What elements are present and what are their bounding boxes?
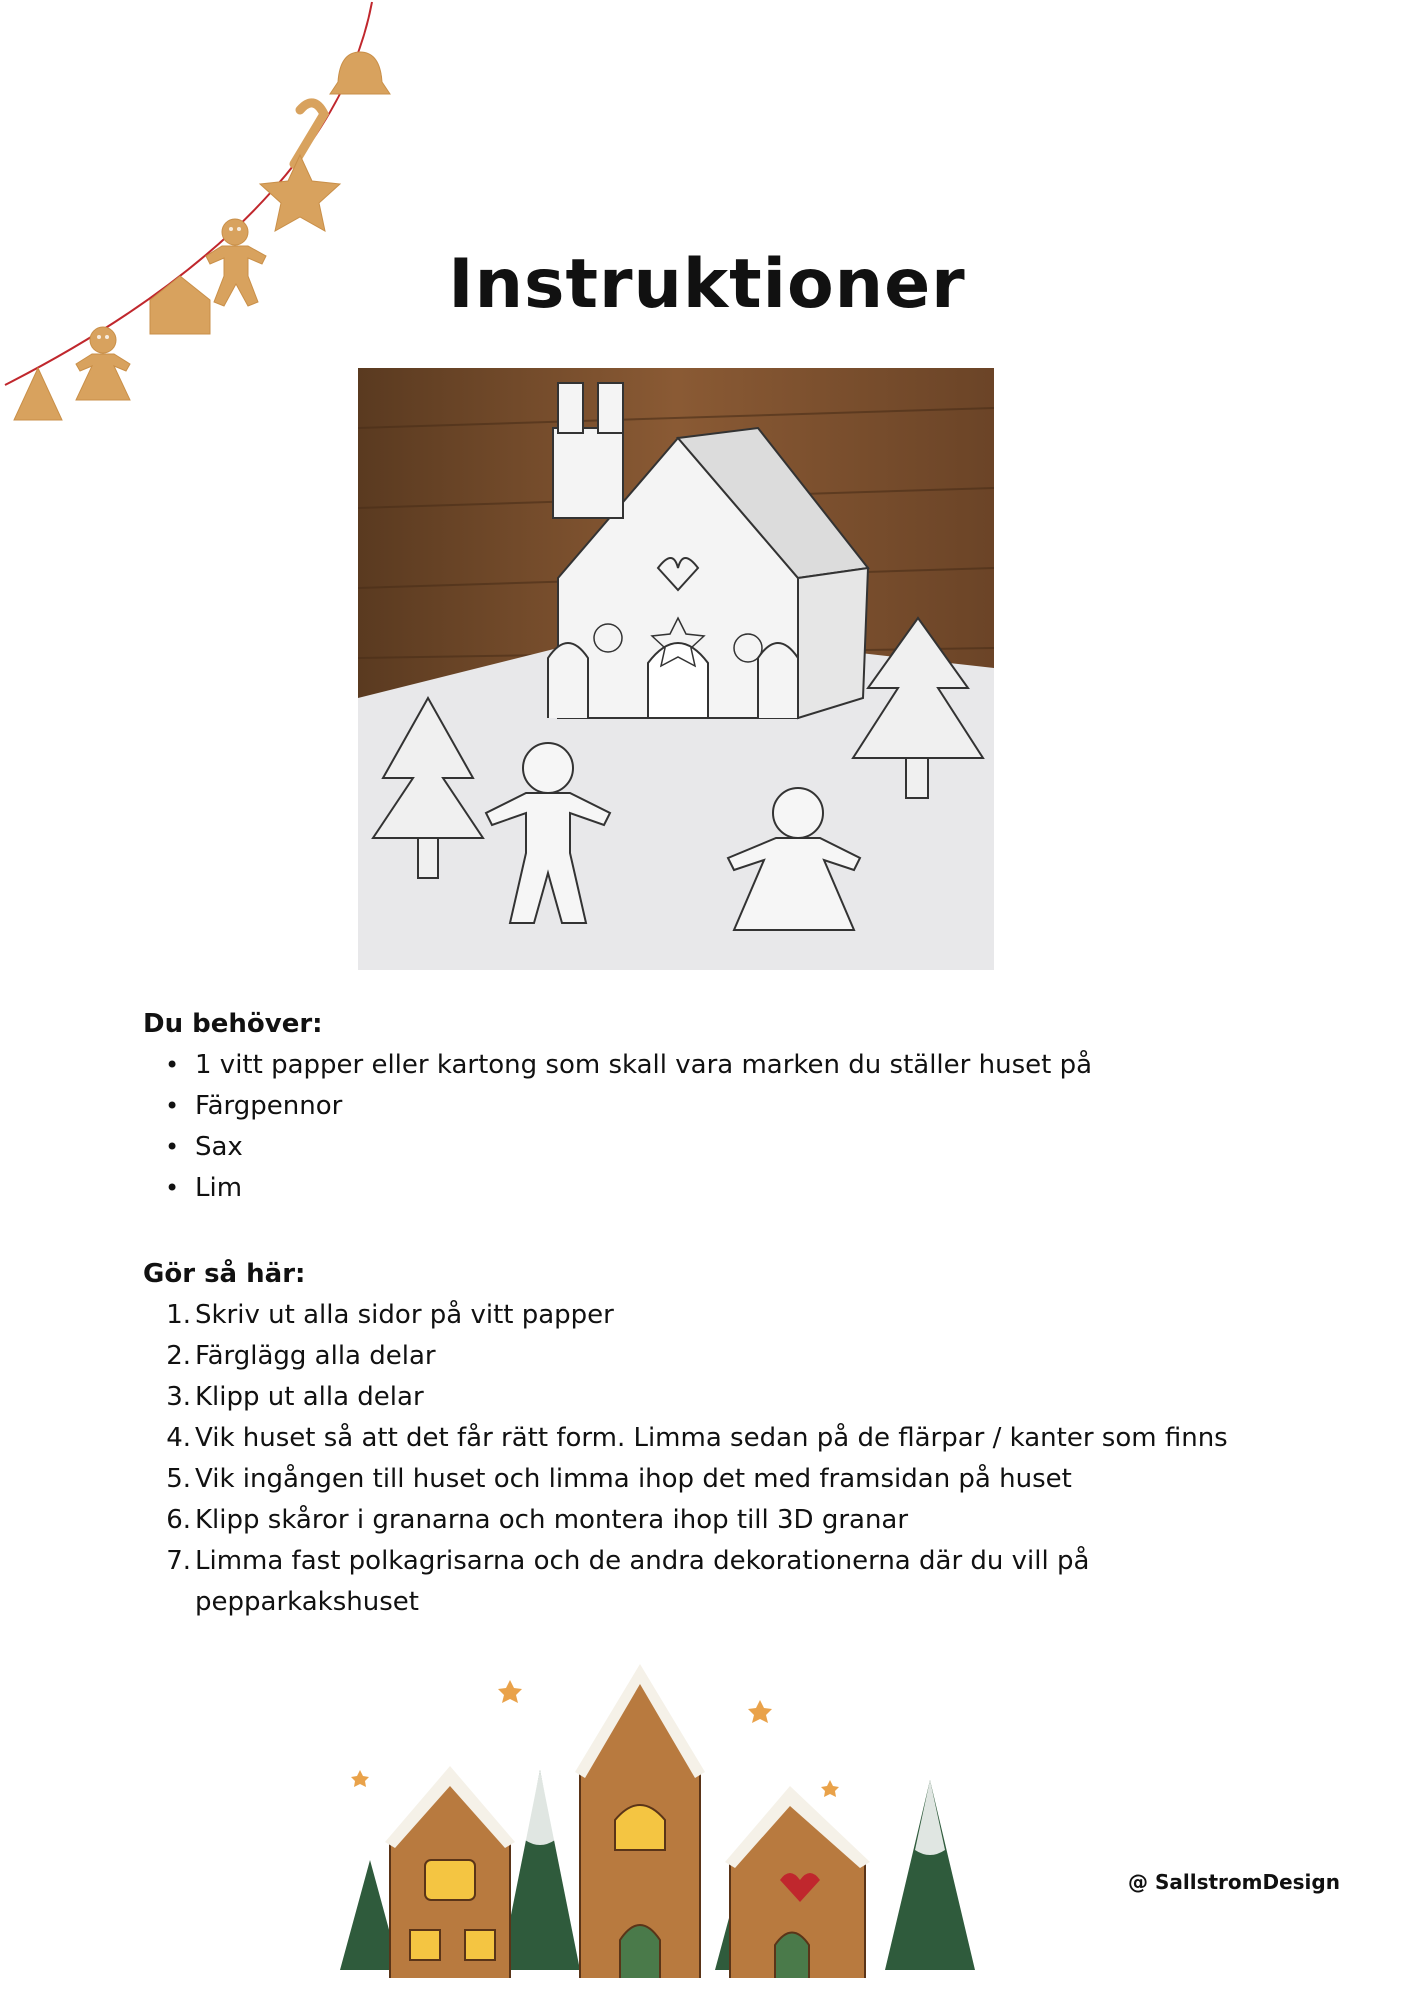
list-item [143,1541,1115,1623]
gingerbread-house-photo [358,368,994,970]
list-item [143,1336,1315,1377]
list-item: • Färgpennor [143,1086,1092,1127]
step-text: Limma fast polkagrisarna och de andra dekorationerna där du vill på pepparkakshuset [195,1546,1090,1617]
steps-heading: Gör så här: [143,1259,306,1289]
step-text: Vik huset så att det får rätt form. Limma sedan på de flärpar / kanter som finns [195,1423,1228,1453]
step-text: Färglägg alla delar [195,1341,436,1371]
list-item [143,1377,1315,1418]
step-number: 6. [166,1505,191,1535]
list-item [143,1418,1315,1459]
step-number: 5. [166,1464,191,1494]
list-item: • Lim [143,1168,1092,1209]
list-item [143,1500,1315,1541]
step-text: Klipp skåror i granarna och montera ihop till 3D granar [195,1505,909,1535]
list-item [143,1295,1315,1336]
step-text: Klipp ut alla delar [195,1382,424,1412]
list-item: • 1 vitt papper eller kartong som skall vara marken du ställer huset på [143,1045,1092,1086]
step-number: 2. [166,1341,191,1371]
materials-list [143,1045,1092,1209]
list-item: • Sax [143,1127,1092,1168]
steps-list [143,1295,1315,1623]
steps-section [143,1254,1315,1623]
page-title: Instruktioner [448,245,966,324]
materials-heading: Du behöver: [143,1009,323,1039]
step-text: Skriv ut alla sidor på vitt papper [195,1300,614,1330]
step-text: Vik ingången till huset och limma ihop det med framsidan på huset [195,1464,1072,1494]
step-number: 7. [166,1546,191,1576]
step-number: 1. [166,1300,191,1330]
gingerbread-village-illustration [330,1660,1090,2000]
credit-text: @ SallstromDesign [1128,1870,1340,1894]
gingerbread-garland [0,0,420,450]
step-number: 4. [166,1423,191,1453]
step-number: 3. [166,1382,191,1412]
list-item [143,1459,1315,1500]
materials-section [143,1004,1092,1209]
